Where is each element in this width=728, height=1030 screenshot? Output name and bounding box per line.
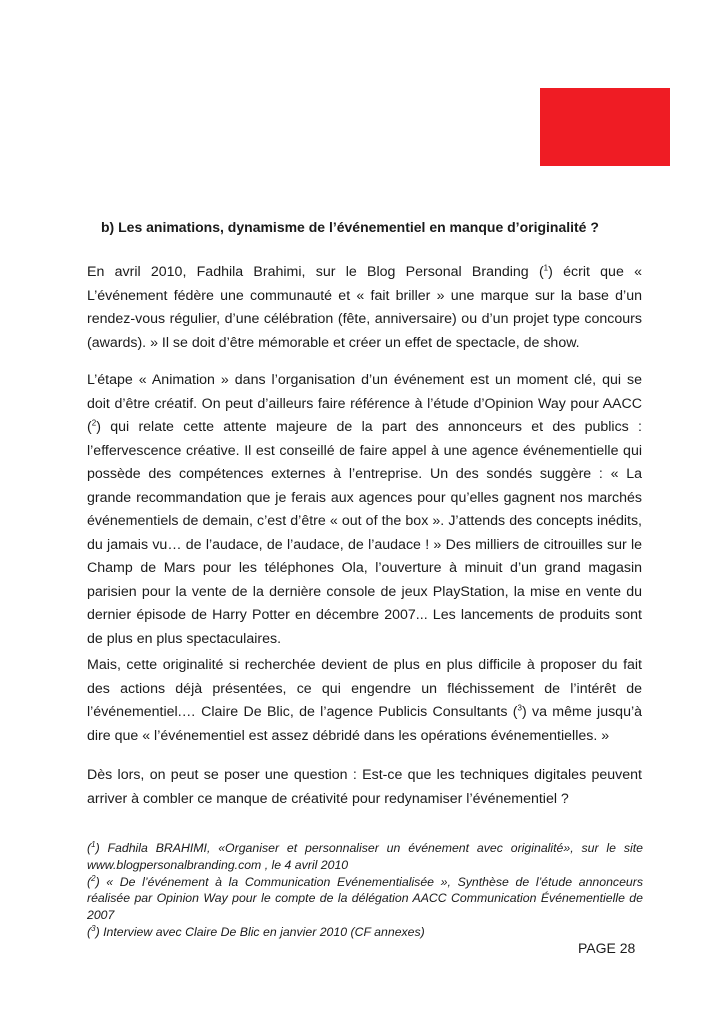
paragraph-1 — [87, 261, 642, 355]
footnote-3-text: ) Interview avec Claire De Blic en janvier 2010 (CF annexes) — [95, 924, 425, 939]
paragraph-2-text-a: L’étape « Animation » dans l’organisation d’un événement est un moment clé, qui se doit d’être créatif. On peut d’ailleurs faire référence à l’étude d’Opinion Way pour AACC ( — [87, 372, 642, 435]
footnote-3-open: ( — [87, 924, 92, 939]
footnote-ref-2: 2 — [91, 418, 97, 428]
footnote-2-text: ) « De l’événement à la Communication Evénementialisée », Synthèse de l’étude annonceurs réalisée par Opinion Way pour le compte de la délégation AACC Communication Événementielle de 2007 — [87, 874, 643, 923]
red-square-logo — [540, 88, 670, 166]
footnote-1-number: 1 — [91, 839, 96, 849]
footnote-2 — [87, 874, 643, 924]
footnote-ref-1: 1 — [543, 263, 549, 273]
footnote-3-number: 3 — [91, 923, 96, 933]
paragraph-3-text-b: ) va même jusqu’à dire que « l’événementiel est assez débridé dans les opérations événementielles. » — [87, 704, 643, 744]
paragraph-1-text-b: ) écrit que « L’événement fédère une communauté et « fait briller » une marque sur la base d’un rendez-vous régulier, d’une célébration (fête, anniversaire) ou d’un projet type concours (awards). » Il se doit d’être mémorable et créer un effet de spectacle, de show. — [87, 264, 642, 351]
footnotes — [87, 840, 643, 941]
paragraph-4: Dès lors, on peut se poser une question : Est-ce que les techniques digitales peuvent arriver à combler ce manque de créativité pour redynamiser l’événementiel ? — [87, 767, 642, 807]
footnote-1 — [87, 840, 643, 874]
page-number: PAGE 28 — [578, 940, 636, 956]
footnote-ref-3: 3 — [517, 703, 522, 713]
paragraph-1-text-a: En avril 2010, Fadhila Brahimi, sur le Blog Personal Branding ( — [87, 264, 544, 280]
footnote-1-open: ( — [87, 841, 92, 855]
footnote-2-open: ( — [87, 874, 92, 889]
footnote-3 — [87, 924, 643, 941]
paragraph-2-text-b: ) qui relate cette attente majeure de la part des annonceurs et des publics : l’effervescence créative. Il est conseillé de faire appel à une agence événementielle qui possède des compétences externes à l’entreprise. Un des sondés suggère : « La grande recommandation que je ferais aux agences pour qu’elles gagnent nos marchés événementiels de demain, c’est d’être « out of the box ». J’attends des concepts inédits, du jamais vu… de l’audace, de l’audace, de l’audace ! » Des milliers de citrouilles sur le Champ de Mars pour les téléphones Ola, l’ouverture à minuit d’un grand magasin parisien pour la vente de la dernière console de jeux PlayStation, la mise en vente du dernier épisode de Harry Potter en décembre 2007... Les lancements de produits sont de plus en plus spectaculaires. — [87, 419, 642, 647]
paragraph-3-text-a: Mais, cette originalité si recherchée devient de plus en plus difficile à proposer du fait des actions déjà présentées, ce qui engendre un fléchissement de l’intérêt de l’événementiel.… Claire De Blic, de l’agence Publicis Consultants ( — [87, 657, 642, 720]
paragraph-2 — [87, 369, 642, 651]
footnote-1-text: ) Fadhila BRAHIMI, «Organiser et personnaliser un événement avec originalité», sur le site www.blogpersonalbranding.com , le 4 avril 2010 — [87, 841, 643, 872]
footnote-2-number: 2 — [91, 873, 96, 883]
paragraph-3 — [87, 654, 642, 748]
section-heading: b) Les animations, dynamisme de l’événementiel en manque d’originalité ? — [101, 219, 599, 235]
